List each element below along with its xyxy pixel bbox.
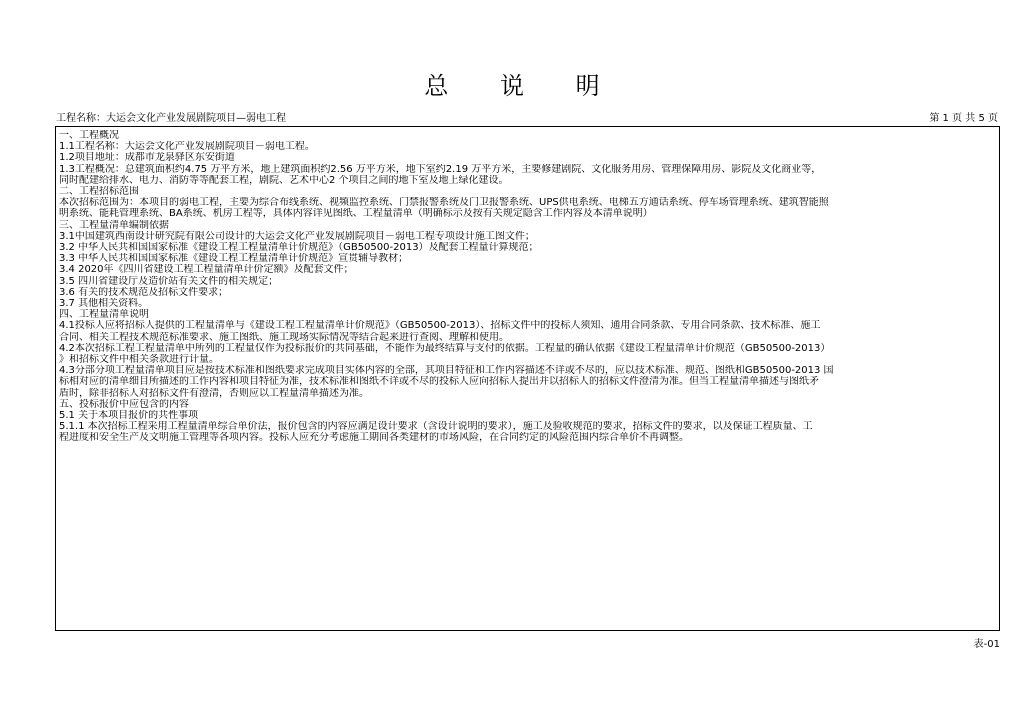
text-line: 1.3工程概况：总建筑面积约4.75 万平方米，地上建筑面积约2.56 万平方米，地下室约2.19 万平方米，主要修建剧院、文化服务用房、管理保障用房、影院及文化商业等，	[59, 163, 822, 175]
text-line: 4.3分部分项工程量清单项目应是按技术标准和图纸要求完成项目实体内容的全部，其项目特征和工作内容描述不详或不尽的，应以技术标准、规范、图纸和GB50500-2013 国	[59, 365, 834, 377]
text-line: 1.2项目地址：成都市龙泉驿区东安街道	[59, 152, 235, 164]
text-line: 合同、相关工程技术规范标准要求、施工图纸、施工现场实际情况等结合起来进行查阅、理解和使用。	[59, 331, 509, 343]
text-line: 标相对应的清单细目所描述的工作内容和项目特征为准，技术标准和图纸不详或不尽的投标人应向招标人提出并以招标人的招标文件澄清为准。但当工程量清单描述与图纸矛	[59, 376, 819, 388]
text-line: 盾时，除非招标人对招标文件有澄清，否则应以工程量清单描述为准。	[59, 387, 369, 399]
text-line: 3.1中国建筑西南设计研究院有限公司设计的大运会文化产业发展剧院项目－弱电工程专项设计施工图文件；	[59, 230, 535, 242]
description-body	[56, 127, 999, 444]
page-number: 第 1 页 共 5 页	[929, 113, 998, 124]
text-line: 3.2 中华人民共和国国家标准《建设工程工程量清单计价规范》（GB50500-2013）及配套工程量计算规范；	[59, 242, 539, 254]
text-line: 3.5 四川省建设厅及造价站有关文件的相关规定；	[59, 275, 279, 287]
text-line: 3.7 其他相关资料。	[59, 298, 149, 310]
text-line: 程进度和安全生产及文明施工管理等各项内容。投标人应充分考虑施工期间各类建材的市场风险，在合同约定的风险范围内综合单价不再调整。	[59, 432, 689, 444]
table-code: 表-01	[973, 639, 1000, 650]
text-line: 5.1 关于本项目报价的共性事项	[59, 410, 199, 422]
text-line: 一、工程概况	[59, 130, 119, 141]
text-line: 四、工程量清单说明	[59, 309, 149, 321]
text-line: 5.1.1 本次招标工程采用工程量清单综合单价法，报价包含的内容应满足设计要求（含设计说明的要求），施工及验收规范的要求，招标文件的要求，以及保证工程质量、工	[59, 421, 813, 433]
description-frame	[55, 126, 1000, 631]
document-title: 总 说 明	[424, 72, 622, 100]
text-line: 4.1投标人应将招标人提供的工程量清单与《建设工程工程量清单计价规范》（GB50500-2013）、招标文件中的投标人须知、通用合同条款、专用合同条款、技术标准、施工	[59, 320, 821, 332]
text-line: 本次招标范围为：本项目的弱电工程，主要为综合布线系统、视频监控系统、门禁报警系统及门卫报警系统、UPS供电系统、电梯五方通话系统、停车场管理系统、建筑智能照	[59, 197, 829, 209]
text-line: 二、工程招标范围	[59, 186, 139, 198]
text-line: 3.6 有关的技术规范及招标文件要求；	[59, 286, 229, 298]
text-line: 五、投标报价中应包含的内容	[59, 398, 189, 410]
text-line: 明系统、能耗管理系统、BA系统、机房工程等，具体内容详见图纸、工程量清单（明确标示及按有关规定隐含工作内容及本清单说明）	[59, 208, 653, 220]
text-line: 4.2本次招标工程工程量清单中所列的工程量仅作为投标报价的共同基础，不能作为最终结算与支付的依据。工程量的确认依据《建设工程量清单计价规范（GB50500-2013）	[59, 342, 831, 354]
text-line: 1.1工程名称：大运会文化产业发展剧院项目－弱电工程。	[59, 141, 315, 153]
project-name: 工程名称：大运会文化产业发展剧院项目—弱电工程	[56, 113, 286, 124]
text-line: 三、工程量清单编制依据	[59, 219, 169, 231]
text-line: 同时配建给排水、电力、消防等等配套工程，剧院、艺术中心2 个项目之间的地下室及地上绿化建设。	[59, 174, 509, 186]
text-line: 3.4 2020年《四川省建设工程工程量清单计价定额》及配套文件；	[59, 264, 354, 276]
text-line: 》和招标文件中相关条款进行计量。	[59, 354, 219, 366]
text-line: 3.3 中华人民共和国国家标准《建设工程工程量清单计价规范》宣贯辅导教材；	[59, 253, 409, 265]
